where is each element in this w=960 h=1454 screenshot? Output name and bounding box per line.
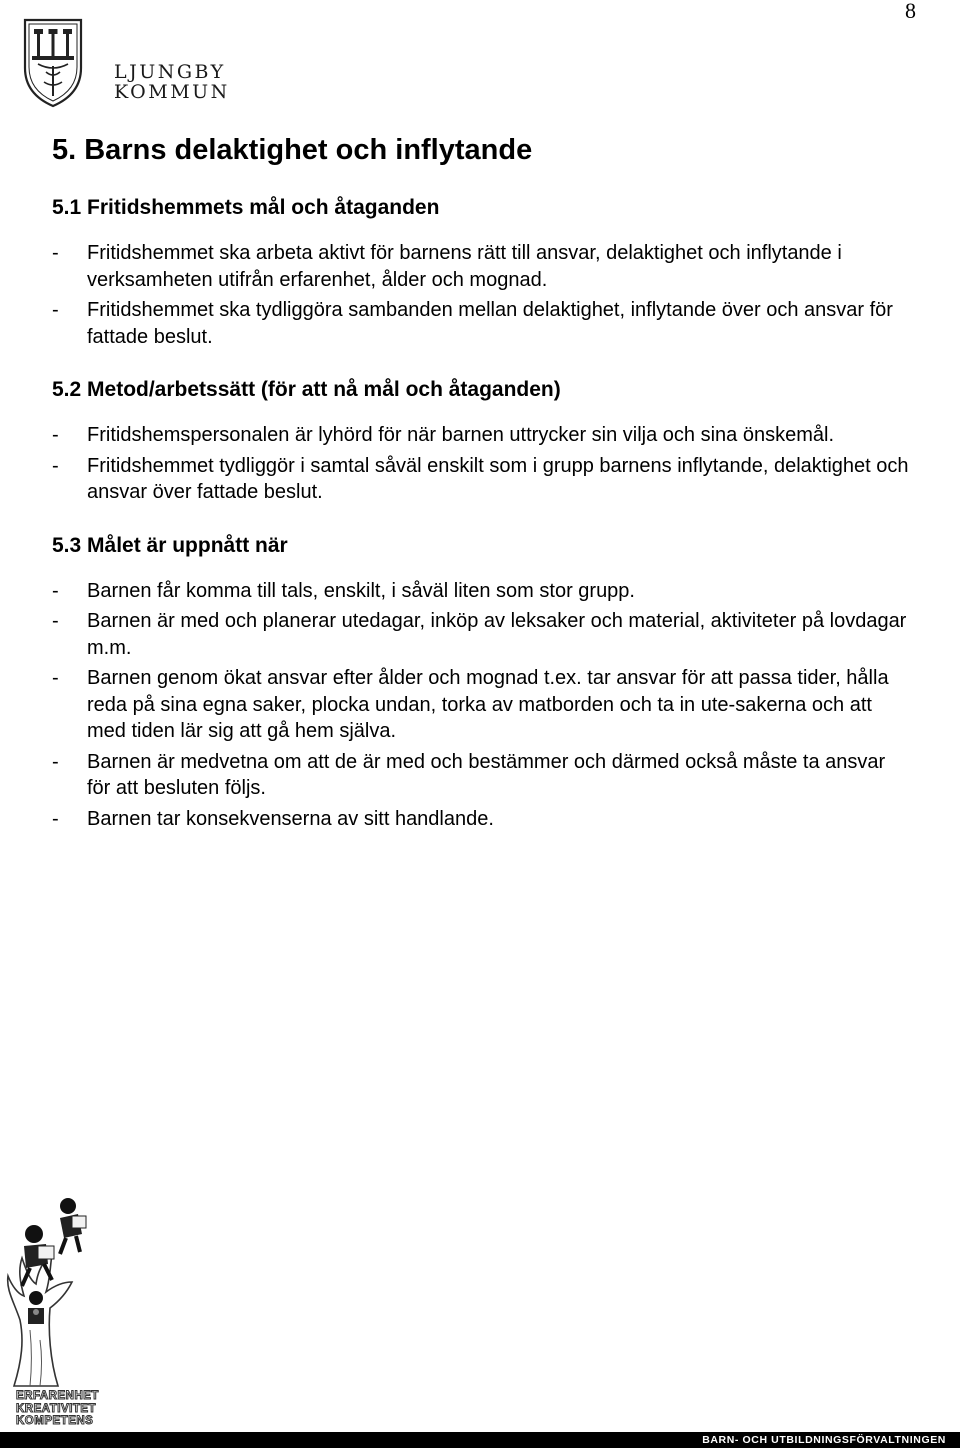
logo-line-2: KOMMUN	[114, 81, 230, 103]
bullet-list	[52, 240, 912, 350]
section-method	[52, 376, 912, 506]
list-item: - Barnen är med och planerar utedagar, inköp av leksaker och material, aktiviteter på lovdagar m.m.	[52, 608, 912, 661]
bullet-list	[52, 422, 912, 506]
bullet-list	[52, 578, 912, 833]
document-body	[52, 131, 912, 858]
tree-with-children-icon	[0, 1190, 100, 1390]
coat-of-arms-icon	[22, 16, 84, 108]
list-item: - Barnen genom ökat ansvar efter ålder och mognad t.ex. tar ansvar för att passa tider, hålla reda på sina egna saker, plocka undan, torka av matborden och ta in ute-sakerna och att med tiden lär sig att gå hem själva.	[52, 665, 912, 745]
list-item: - Barnen får komma till tals, enskilt, i såväl liten som stor grupp.	[52, 578, 912, 605]
list-item: - Fritidshemspersonalen är lyhörd för när barnen uttrycker sin vilja och sina önskemål.	[52, 422, 912, 449]
section-heading: 5.1 Fritidshemmets mål och åtaganden	[52, 196, 440, 219]
section-heading: 5.2 Metod/arbetssätt (för att nå mål och åtaganden)	[52, 378, 561, 401]
department-name: BARN- OCH UTBILDNINGSFÖRVALTNINGEN	[702, 1434, 946, 1446]
logo-line-1: LJUNGBY	[114, 61, 226, 83]
list-item: - Fritidshemmet tydliggör i samtal såväl enskilt som i grupp barnens inflytande, delaktighet och ansvar över fattade beslut.	[52, 453, 912, 506]
section-achieved	[52, 532, 912, 833]
page-number: 8	[905, 0, 916, 23]
list-item: - Fritidshemmet ska tydliggöra sambanden mellan delaktighet, inflytande över och ansvar för fattade beslut.	[52, 297, 912, 350]
motto-line: KOMPETENS	[16, 1415, 94, 1427]
motto	[16, 1390, 99, 1428]
motto-line: KREATIVITET	[16, 1402, 97, 1415]
list-item: - Barnen tar konsekvenserna av sitt handlande.	[52, 806, 912, 833]
list-item: - Fritidshemmet ska arbeta aktivt för barnens rätt till ansvar, delaktighet och inflytande i verksamheten utifrån erfarenhet, ålder och mognad.	[52, 240, 912, 293]
list-item: - Barnen är medvetna om att de är med och bestämmer och därmed också måste ta ansvar för att besluten följs.	[52, 749, 912, 802]
footer-bar	[0, 1432, 960, 1448]
section-goals	[52, 194, 912, 350]
municipality-name	[114, 62, 230, 102]
page-title: 5. Barns delaktighet och inflytande	[52, 134, 533, 166]
municipality-logo	[22, 16, 230, 111]
section-heading: 5.3 Målet är uppnått när	[52, 533, 288, 557]
motto-line: ERFARENHET	[16, 1390, 99, 1402]
